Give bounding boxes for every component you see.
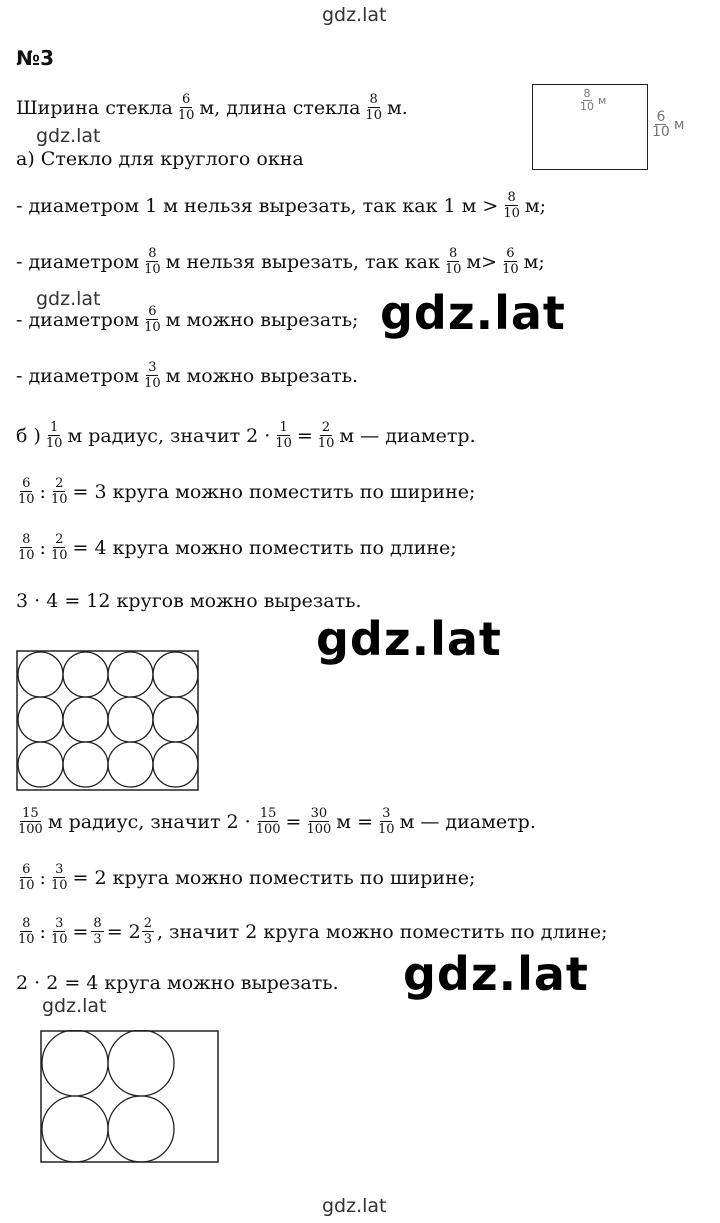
circle: [153, 652, 198, 697]
circle: [18, 652, 63, 697]
watermark-big-1: gdz.lat: [380, 286, 566, 340]
part-b-line-7: $\frac{8}{10}$ : $\frac{3}{10}$ = $\frac{8}{3}$ = 2 $\frac{2}{3}$ , значит 2 круга можно поместить по длине;: [18, 916, 608, 947]
circle: [153, 742, 198, 787]
circle: [18, 742, 63, 787]
part-b-line-1: б ) $\frac{1}{10}$ м радиус, значит 2 · $\frac{1}{10}$ = $\frac{2}{10}$ м — диаметр.: [16, 420, 476, 451]
part-b-line-8: 2 · 2 = 4 круга можно вырезать.: [16, 972, 339, 994]
glass-width-label: 6 10 м: [652, 109, 685, 140]
circle: [108, 742, 153, 787]
circle: [108, 652, 153, 697]
part-b-line-4: 3 · 4 = 12 кругов можно вырезать.: [16, 590, 362, 612]
part-a-line-2: - диаметром $\frac{8}{10}$ м нельзя вырезать, так как $\frac{8}{10}$ м> $\frac{6}{10}$ м;: [16, 246, 545, 277]
circle: [108, 1096, 174, 1162]
watermark-bottom: gdz.lat: [322, 1195, 387, 1217]
part-a-header: а) Стекло для круглого окна: [16, 148, 304, 170]
circle: [42, 1030, 108, 1096]
circle: [108, 1030, 174, 1096]
circles-grid-4: [40, 1030, 220, 1164]
watermark-3: gdz.lat: [42, 995, 107, 1017]
fraction: $\frac{6}{10}$: [177, 92, 195, 123]
circle: [63, 742, 108, 787]
watermark-big-3: gdz.lat: [403, 947, 589, 1001]
watermark-top: gdz.lat: [322, 4, 387, 26]
circle: [63, 697, 108, 742]
glass-length-label: 8 10 м: [580, 87, 607, 113]
part-b-line-6: $\frac{6}{10}$ : $\frac{3}{10}$ = 2 круга можно поместить по ширине;: [18, 862, 476, 893]
watermark-big-2: gdz.lat: [316, 612, 502, 666]
part-b-line-3: $\frac{8}{10}$ : $\frac{2}{10}$ = 4 круга можно поместить по длине;: [18, 532, 457, 563]
watermark-2: gdz.lat: [36, 288, 101, 310]
circle: [42, 1096, 108, 1162]
circle: [108, 697, 153, 742]
circle: [18, 697, 63, 742]
fraction: $\frac{8}{10}$: [365, 92, 382, 123]
watermark-1: gdz.lat: [36, 125, 101, 147]
part-a-line-3: - диаметром $\frac{6}{10}$ м можно вырезать;: [16, 304, 359, 335]
part-a-line-4: - диаметром $\frac{3}{10}$ м можно вырезать.: [16, 360, 359, 391]
part-b-line-2: $\frac{6}{10}$ : $\frac{2}{10}$ = 3 круга можно поместить по ширине;: [18, 476, 476, 507]
circle: [153, 697, 198, 742]
circle: [63, 652, 108, 697]
part-b-line-5: $\frac{15}{100}$ м радиус, значит 2 · $\frac{15}{100}$ = $\frac{30}{100}$ м = $\frac{3}{10}$ м — диаметр.: [18, 806, 536, 837]
intro-line: Ширина стекла $\frac{6}{10}$ м, длина стекла $\frac{8}{10}$ м.: [16, 92, 408, 123]
part-a-line-1: - диаметром 1 м нельзя вырезать, так как 1 м > $\frac{8}{10}$ м;: [16, 190, 547, 221]
circles-grid-12: [16, 650, 200, 791]
problem-title: №3: [16, 46, 54, 70]
